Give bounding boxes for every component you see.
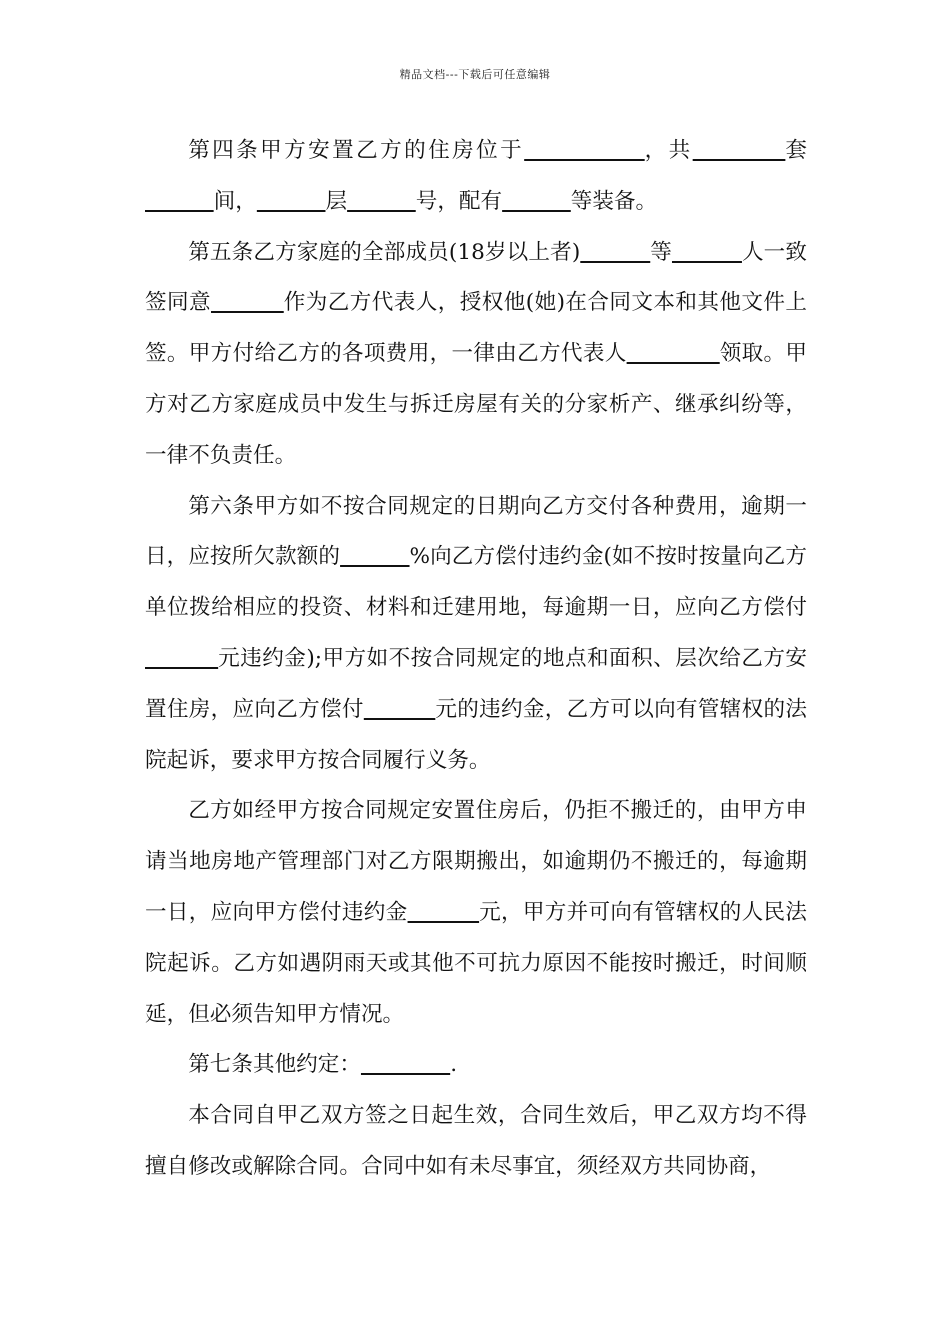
paragraph-article-4 xyxy=(145,126,807,228)
paragraph-text: 元，甲方并可向有管辖权的人民法院起诉。乙方如遇阴雨天或其他不可抗力原因不能按时搬迁，时间顺延，但必须告知甲方情况。 xyxy=(145,899,807,1027)
fill-in-blank xyxy=(364,697,436,722)
paragraph-text: %向乙方偿付违约金(如不按时按量向乙方单位拨给相应的投资、材料和迁建用地，每逾期一日，应向乙方偿付 xyxy=(145,544,808,621)
paragraph-text: 人一致签同意 xyxy=(145,239,807,316)
paragraph-text: ，共 xyxy=(644,138,693,163)
fill-in-blank xyxy=(580,240,650,265)
fill-in-blank xyxy=(672,240,742,265)
fill-in-blank xyxy=(502,189,571,214)
paragraph-text: 本合同自甲乙双方签之日起生效，合同生效后，甲乙双方均不得擅自修改或解除合同。合同中如有未尽事宜，须经双方共同协商， xyxy=(145,1103,807,1179)
fill-in-blank xyxy=(408,900,480,925)
paragraph-party-b-relocation xyxy=(145,786,807,1040)
fill-in-blank xyxy=(257,189,326,214)
paragraph-text: 第五条乙方家庭的全部成员(18岁以上者) xyxy=(188,239,581,265)
paragraph-article-5 xyxy=(145,228,807,482)
paragraph-text: 元的违约金，乙方可以向有管辖权的法院起诉，要求甲方按合同履行义务。 xyxy=(145,696,807,773)
fill-in-blank xyxy=(347,189,416,214)
page-header: 精品文档---下载后可任意编辑 xyxy=(399,68,551,81)
paragraph-text: 等 xyxy=(650,239,672,265)
paragraph-text: 第六条甲方如不按合同规定的日期向乙方交付各种费用，逾期一日，应按所欠款额的 xyxy=(145,493,807,570)
paragraph-text: 乙方如经甲方按合同规定安置住房后，仍拒不搬迁的，由甲方申请当地房地产管理部门对乙方限期搬出，如逾期仍不搬迁的，每逾期一日，应向甲方偿付违约金 xyxy=(145,798,807,925)
paragraph-text: . xyxy=(450,1052,458,1078)
paragraph-text: 号，配有 xyxy=(415,188,503,214)
paragraph-text: 第四条甲方安置乙方的住房位于 xyxy=(188,138,525,163)
paragraph-text: 间， xyxy=(213,188,257,214)
paragraph-text: 层 xyxy=(325,188,348,214)
fill-in-blank xyxy=(145,646,218,671)
contract-body xyxy=(145,126,807,1193)
paragraph-text: 领取。甲方对乙方家庭成员中发生与拆迁房屋有关的分家析产、继承纠纷等，一律不负责任。 xyxy=(145,341,807,468)
fill-in-blank xyxy=(693,138,786,163)
fill-in-blank xyxy=(627,341,720,366)
paragraph-text: 元违约金);甲方如不按合同规定的地点和面积、层次给乙方安置住房，应向乙方偿付 xyxy=(145,645,808,722)
fill-in-blank xyxy=(211,290,284,315)
paragraph-article-6 xyxy=(145,482,807,787)
paragraph-text: 套 xyxy=(785,138,807,163)
fill-in-blank xyxy=(361,1052,450,1077)
paragraph-effective-clause xyxy=(145,1091,807,1193)
fill-in-blank xyxy=(524,138,645,163)
fill-in-blank xyxy=(340,544,409,569)
paragraph-article-7 xyxy=(145,1040,807,1091)
paragraph-text: 作为乙方代表人，授权他(她)在合同文本和其他文件上签。甲方付给乙方的各项费用，一律由乙方代表人 xyxy=(145,290,808,367)
fill-in-blank xyxy=(145,189,214,214)
paragraph-text: 等装备。 xyxy=(570,188,658,214)
paragraph-text: 第七条其他约定： xyxy=(188,1052,361,1078)
